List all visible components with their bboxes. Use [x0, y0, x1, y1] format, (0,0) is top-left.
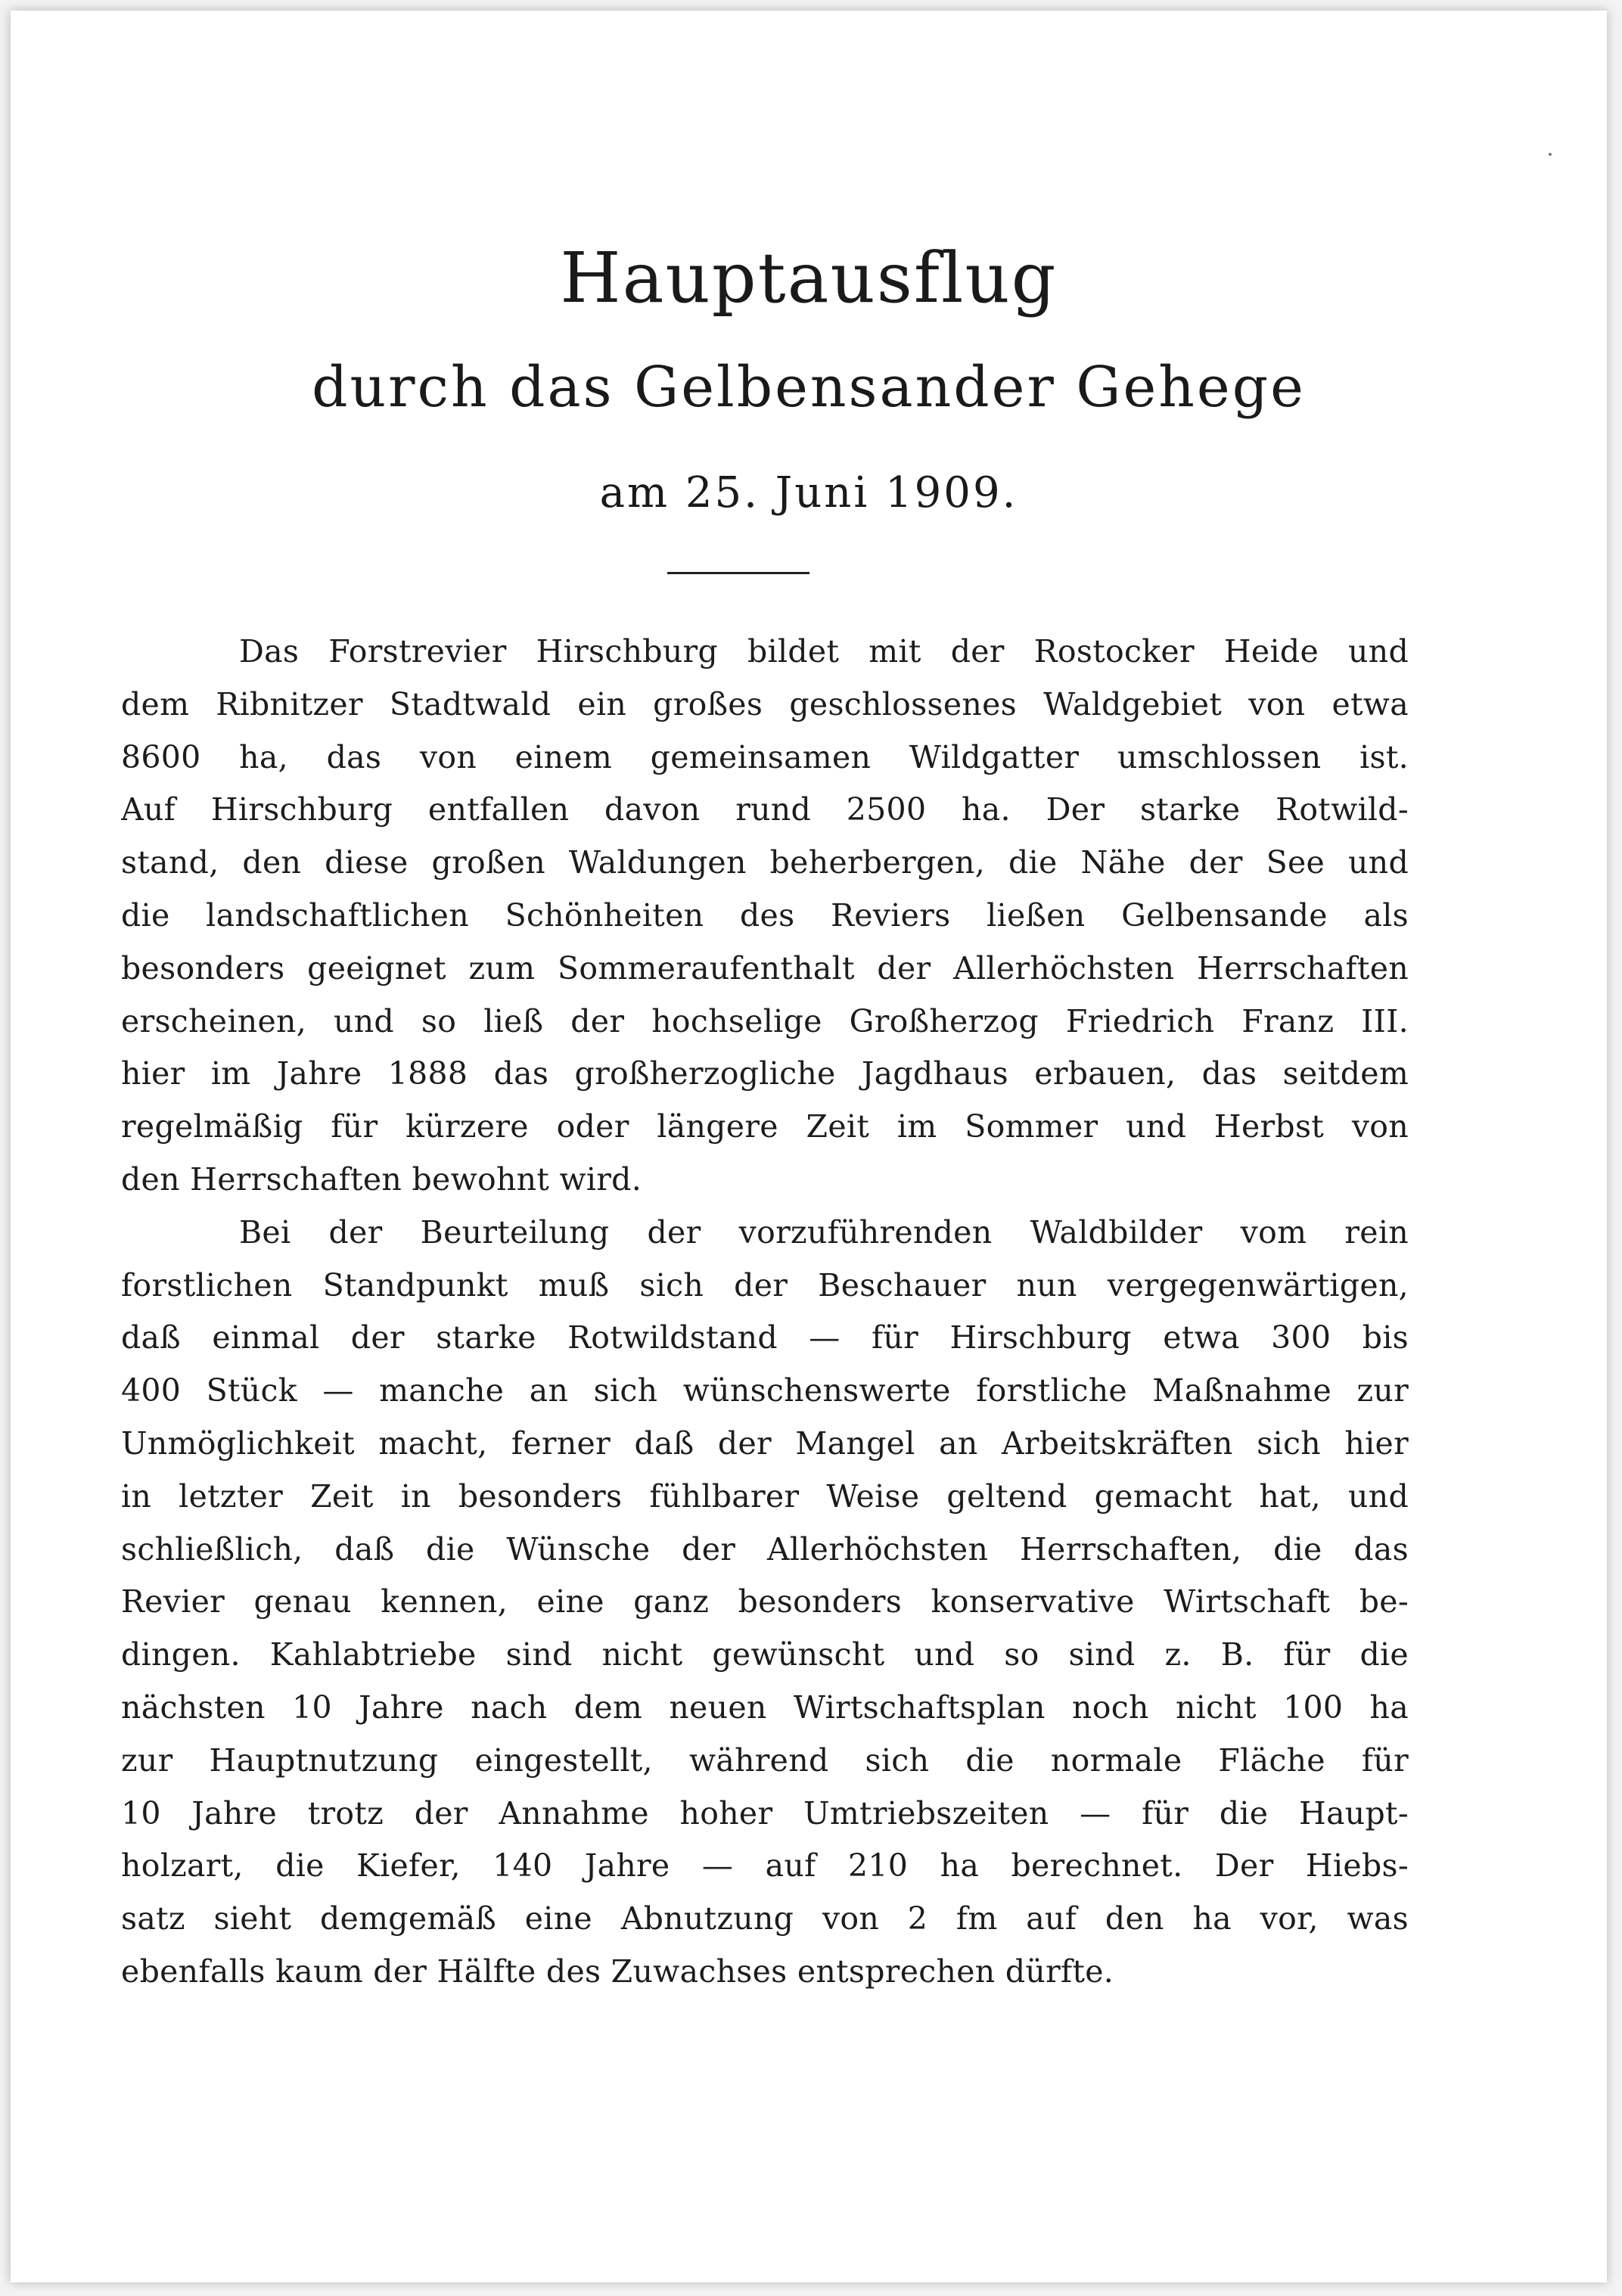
text-line: 8600 ha, das von einem gemeinsamen Wildgatter umschlossen ist.: [121, 738, 1409, 775]
dateline: am 25. Juni 1909.: [599, 468, 1018, 517]
scanned-page: [11, 11, 1607, 2282]
scan-speck: [1549, 153, 1552, 156]
page-subtitle: durch das Gelbensander Gehege: [312, 355, 1306, 420]
text-line: schließlich, daß die Wünsche der Allerhöchsten Herrschaften, die das: [121, 1530, 1409, 1567]
text-line: Unmöglichkeit macht, ferner daß der Mangel an Arbeitskräften sich hier: [121, 1425, 1409, 1462]
text-line: erscheinen, und so ließ der hochselige Großherzog Friedrich Franz III.: [121, 1002, 1409, 1039]
text-line: Auf Hirschburg entfallen davon rund 2500 ha. Der starke Rotwild-: [121, 791, 1409, 828]
text-line: holzart, die Kiefer, 140 Jahre — auf 210 ha berechnet. Der Hiebs-: [121, 1847, 1409, 1884]
text-line: satz sieht demgemäß eine Abnutzung von 2 fm auf den ha vor, was: [121, 1900, 1409, 1937]
text-line: Revier genau kennen, eine ganz besonders konservative Wirtschaft be-: [121, 1583, 1409, 1620]
text-line: daß einmal der starke Rotwildstand — für Hirschburg etwa 300 bis: [121, 1319, 1409, 1356]
text-line: zur Hauptnutzung eingestellt, während sich die normale Fläche für: [121, 1741, 1409, 1779]
text-line: stand, den diese großen Waldungen beherbergen, die Nähe der See und: [121, 844, 1409, 881]
text-line: dingen. Kahlabtriebe sind nicht gewünscht und so sind z. B. für die: [121, 1636, 1409, 1673]
text-line: 400 Stück — manche an sich wünschenswerte forstliche Maßnahme zur: [121, 1372, 1409, 1409]
text-line: forstlichen Standpunkt muß sich der Beschauer nun vergegenwärtigen,: [121, 1266, 1409, 1303]
text-line: in letzter Zeit in besonders fühlbarer Weise geltend gemacht hat, und: [121, 1477, 1409, 1515]
text-line: Bei der Beurteilung der vorzuführenden Waldbilder vom rein: [239, 1213, 1409, 1251]
text-line: dem Ribnitzer Stadtwald ein großes geschlossenes Waldgebiet von etwa: [121, 685, 1409, 722]
text-line: besonders geeignet zum Sommeraufenthalt der Allerhöchsten Herrschaften: [121, 949, 1409, 986]
page-title: Hauptausflug: [560, 238, 1058, 318]
text-line: regelmäßig für kürzere oder längere Zeit im Sommer und Herbst von: [121, 1108, 1409, 1145]
body-text: [121, 626, 1409, 1999]
text-line: Das Forstrevier Hirschburg bildet mit der Rostocker Heide und: [239, 633, 1409, 670]
text-line: hier im Jahre 1888 das großherzogliche Jagdhaus erbauen, das seitdem: [121, 1055, 1409, 1092]
text-line: den Herrschaften bewohnt wird.: [121, 1160, 642, 1198]
text-line: ebenfalls kaum der Hälfte des Zuwachses entsprechen dürfte.: [121, 1953, 1114, 1990]
title-divider: [667, 572, 809, 574]
text-line: die landschaftlichen Schönheiten des Reviers ließen Gelbensande als: [121, 896, 1409, 934]
text-line: nächsten 10 Jahre nach dem neuen Wirtschaftsplan noch nicht 100 ha: [121, 1689, 1409, 1726]
text-line: 10 Jahre trotz der Annahme hoher Umtriebszeiten — für die Haupt-: [121, 1794, 1409, 1832]
